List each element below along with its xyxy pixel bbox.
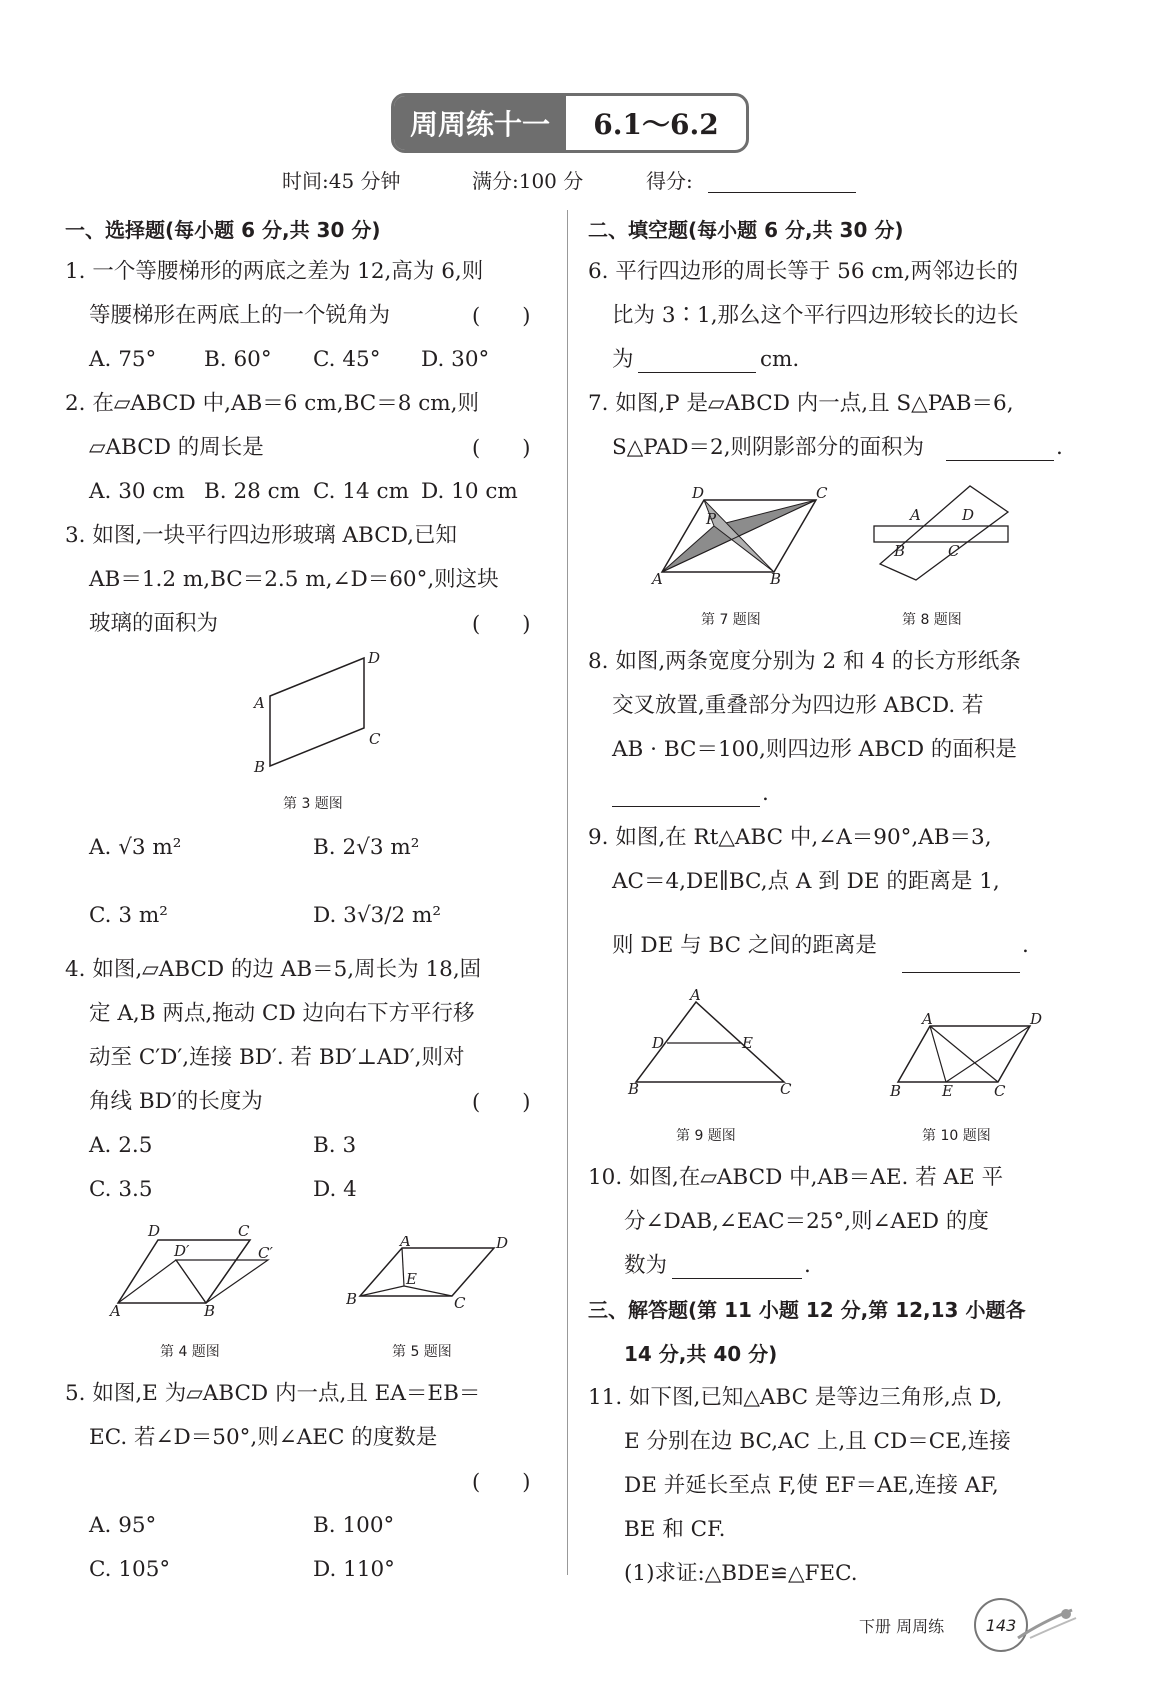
q8-period: . xyxy=(762,781,769,806)
title-right: 6.1～6.2 xyxy=(593,108,719,141)
q11-line2: E 分别在边 BC,AC 上,且 CD＝CE,连接 xyxy=(624,1429,1011,1454)
q8-blank[interactable] xyxy=(612,806,760,807)
q4-caption: 第 4 题图 xyxy=(160,1344,220,1360)
svg-text:D: D xyxy=(692,484,705,502)
svg-text:D: D xyxy=(962,506,975,524)
svg-text:B: B xyxy=(204,1302,216,1316)
q2-option-b: B. 28 cm xyxy=(204,479,301,504)
page-number: 143 xyxy=(974,1598,1028,1652)
svg-text:B: B xyxy=(890,1082,902,1100)
q10-blank[interactable] xyxy=(672,1278,802,1279)
q7-line2: S△PAD＝2,则阴影部分的面积为 xyxy=(612,435,925,460)
q9-line3: 则 DE 与 BC 之间的距离是 xyxy=(612,933,877,958)
q11-line3: DE 并延长至点 F,使 EF＝AE,连接 AF, xyxy=(624,1473,999,1498)
svg-text:D: D xyxy=(148,1222,161,1240)
q9-line1: 9. 如图,在 Rt△ABC 中,∠A＝90°,AB＝3, xyxy=(588,825,992,850)
svg-text:A: A xyxy=(254,694,265,712)
q5-option-c: C. 105° xyxy=(89,1557,171,1582)
svg-text:A: A xyxy=(690,988,701,1004)
svg-text:C: C xyxy=(948,542,960,560)
svg-text:D: D xyxy=(652,1034,665,1052)
q10-line3: 数为 xyxy=(624,1253,668,1278)
svg-text:A: A xyxy=(652,570,663,586)
q2-option-c: C. 14 cm xyxy=(313,479,409,504)
q3-option-c: C. 3 m² xyxy=(89,903,168,928)
svg-text:A: A xyxy=(400,1236,411,1250)
q4-line3: 动至 C′D′,连接 BD′. 若 BD′⊥AD′,则对 xyxy=(89,1045,465,1070)
title-box xyxy=(391,93,749,153)
q10-caption: 第 10 题图 xyxy=(922,1128,991,1144)
q6-line3-prefix: 为 xyxy=(612,347,634,372)
q4-option-a: A. 2.5 xyxy=(89,1133,153,1158)
title-left: 周周练十一 xyxy=(394,96,566,150)
q5-caption: 第 5 题图 xyxy=(392,1344,452,1360)
q2-answer-paren[interactable]: ( ) xyxy=(472,436,531,460)
q2-option-d: D. 10 cm xyxy=(421,479,518,504)
svg-text:B: B xyxy=(770,570,782,586)
q1-answer-paren[interactable]: ( ) xyxy=(472,304,531,328)
q3-line1: 3. 如图,一块平行四边形玻璃 ABCD,已知 xyxy=(65,523,457,548)
svg-text:E: E xyxy=(942,1082,953,1100)
svg-text:D′: D′ xyxy=(174,1242,190,1260)
q2-line1: 2. 在▱ABCD 中,AB＝6 cm,BC＝8 cm,则 xyxy=(65,391,479,416)
q7-line1: 7. 如图,P 是▱ABCD 内一点,且 S△PAB＝6, xyxy=(588,391,1014,416)
svg-text:A: A xyxy=(110,1302,121,1316)
q3-line2: AB＝1.2 m,BC＝2.5 m,∠D＝60°,则这块 xyxy=(89,567,499,592)
q8-figure xyxy=(866,480,1016,588)
q3-figure xyxy=(240,648,400,776)
q7-period: . xyxy=(1056,435,1063,460)
q10-line2: 分∠DAB,∠EAC＝25°,则∠AED 的度 xyxy=(624,1209,989,1234)
section-answer-title-cont: 14 分,共 40 分) xyxy=(624,1342,778,1366)
svg-text:C: C xyxy=(780,1080,792,1094)
q3-answer-paren[interactable]: ( ) xyxy=(472,612,531,636)
svg-text:B: B xyxy=(894,542,906,560)
q4-option-d: D. 4 xyxy=(313,1177,357,1202)
q6-line1: 6. 平行四边形的周长等于 56 cm,两邻边长的 xyxy=(588,259,1019,284)
q8-line2: 交叉放置,重叠部分为四边形 ABCD. 若 xyxy=(612,693,984,718)
q5-option-a: A. 95° xyxy=(89,1513,157,1538)
svg-text:P: P xyxy=(706,510,717,528)
time-info: 时间:45 分钟 xyxy=(282,169,401,193)
svg-text:A: A xyxy=(910,506,921,524)
q10-line1: 10. 如图,在▱ABCD 中,AB＝AE. 若 AE 平 xyxy=(588,1165,1004,1190)
q11-part1: (1)求证:△BDE≌△FEC. xyxy=(624,1561,858,1586)
q4-line1: 4. 如图,▱ABCD 的边 AB＝5,周长为 18,固 xyxy=(65,957,482,982)
q8-line3: AB · BC＝100,则四边形 ABCD 的面积是 xyxy=(612,737,1017,762)
q8-line1: 8. 如图,两条宽度分别为 2 和 4 的长方形纸条 xyxy=(588,649,1021,674)
q1-option-d: D. 30° xyxy=(421,347,490,372)
q10-period: . xyxy=(804,1253,811,1278)
q4-answer-paren[interactable]: ( ) xyxy=(472,1090,531,1114)
q11-line1: 11. 如下图,已知△ABC 是等边三角形,点 D, xyxy=(588,1385,1003,1410)
q9-line2: AC＝4,DE∥BC,点 A 到 DE 的距离是 1, xyxy=(612,869,1000,894)
q6-line2: 比为 3∶1,那么这个平行四边形较长的边长 xyxy=(612,303,1019,328)
q2-line2: ▱ABCD 的周长是 xyxy=(89,435,264,460)
q3-line3: 玻璃的面积为 xyxy=(89,611,219,636)
q4-option-c: C. 3.5 xyxy=(89,1177,153,1202)
svg-text:B: B xyxy=(346,1290,358,1308)
q3-option-b: B. 2√3 m² xyxy=(313,835,420,860)
q11-line4: BE 和 CF. xyxy=(624,1517,726,1542)
svg-text:A: A xyxy=(922,1012,933,1028)
svg-text:B: B xyxy=(254,758,266,776)
score-blank[interactable] xyxy=(708,192,856,193)
svg-text:C: C xyxy=(238,1222,250,1240)
q4-figure xyxy=(108,1218,288,1316)
q9-period: . xyxy=(1022,933,1029,958)
q4-option-b: B. 3 xyxy=(313,1133,357,1158)
column-divider xyxy=(567,210,568,1575)
q7-figure xyxy=(648,482,836,586)
q9-blank[interactable] xyxy=(902,972,1020,973)
full-score-info: 满分:100 分 xyxy=(472,169,584,193)
svg-text:D: D xyxy=(1030,1012,1043,1028)
q4-line2: 定 A,B 两点,拖动 CD 边向右下方平行移 xyxy=(89,1001,475,1026)
q3-option-d: D. 3√3/2 m² xyxy=(313,903,441,928)
q9-caption: 第 9 题图 xyxy=(676,1128,736,1144)
svg-text:B: B xyxy=(628,1080,640,1094)
q3-option-a: A. √3 m² xyxy=(89,835,182,860)
q1-option-b: B. 60° xyxy=(204,347,272,372)
q6-blank[interactable] xyxy=(638,372,756,373)
q10-figure xyxy=(886,1012,1046,1102)
q5-figure xyxy=(346,1236,516,1316)
q6-line3-unit: cm. xyxy=(760,347,800,372)
q8-caption: 第 8 题图 xyxy=(902,612,962,628)
footer-label: 下册 周周练 xyxy=(859,1617,945,1636)
svg-text:D: D xyxy=(368,649,381,667)
section-answer-title: 三、解答题(第 11 小题 12 分,第 12,13 小题各 xyxy=(588,1298,1026,1322)
q9-figure xyxy=(626,988,796,1094)
section-choice-title: 一、选择题(每小题 6 分,共 30 分) xyxy=(65,218,381,242)
score-label: 得分: xyxy=(646,169,693,193)
q1-option-c: C. 45° xyxy=(313,347,381,372)
q4-line4: 角线 BD′的长度为 xyxy=(89,1089,263,1114)
section-fill-title: 二、填空题(每小题 6 分,共 30 分) xyxy=(588,218,904,242)
svg-text:E: E xyxy=(406,1270,417,1288)
svg-text:C: C xyxy=(369,730,381,748)
runner-logo-icon xyxy=(1012,1600,1082,1644)
svg-text:C: C xyxy=(816,484,828,502)
q5-line1: 5. 如图,E 为▱ABCD 内一点,且 EA＝EB＝ xyxy=(65,1381,481,1406)
svg-text:C: C xyxy=(454,1294,466,1312)
svg-text:C: C xyxy=(994,1082,1006,1100)
q1-option-a: A. 75° xyxy=(89,347,157,372)
q1-line2: 等腰梯形在两底上的一个锐角为 xyxy=(89,303,391,328)
q5-option-d: D. 110° xyxy=(313,1557,395,1582)
q5-option-b: B. 100° xyxy=(313,1513,395,1538)
svg-text:E: E xyxy=(742,1034,753,1052)
q2-option-a: A. 30 cm xyxy=(89,479,185,504)
q1-line1: 1. 一个等腰梯形的两底之差为 12,高为 6,则 xyxy=(65,259,484,284)
svg-text:D: D xyxy=(496,1236,509,1252)
q3-caption: 第 3 题图 xyxy=(283,796,343,812)
q7-caption: 第 7 题图 xyxy=(701,612,761,628)
q7-blank[interactable] xyxy=(946,460,1054,461)
svg-text:C′: C′ xyxy=(258,1244,273,1262)
q5-line2: EC. 若∠D＝50°,则∠AEC 的度数是 xyxy=(89,1425,438,1450)
q5-answer-paren[interactable]: ( ) xyxy=(472,1470,531,1494)
